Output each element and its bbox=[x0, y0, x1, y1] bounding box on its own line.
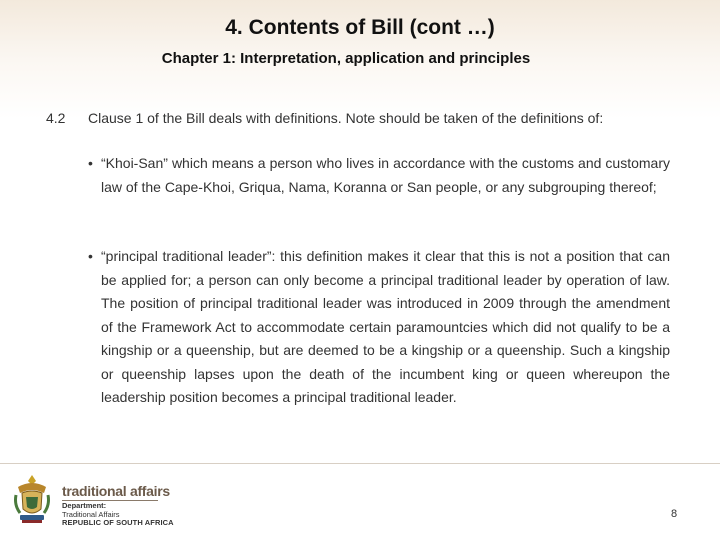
bullet-dot: • bbox=[88, 155, 93, 171]
logo-country: REPUBLIC OF SOUTH AFRICA bbox=[62, 518, 174, 527]
slide-title: 4. Contents of Bill (cont …) bbox=[225, 16, 495, 39]
bullet-item-principal-leader bbox=[88, 245, 670, 410]
slide-subtitle: Chapter 1: Interpretation, application and principles bbox=[161, 50, 531, 67]
logo-department-block bbox=[62, 502, 174, 528]
bullet-item-khoi-san bbox=[88, 152, 670, 199]
logo-department-label: Department: bbox=[62, 501, 107, 510]
clause-number: 4.2 bbox=[46, 110, 66, 126]
logo-department-name: Traditional Affairs bbox=[62, 509, 120, 519]
coat-of-arms-icon bbox=[12, 473, 52, 525]
bullet-text: “Khoi-San” which means a person who lives in accordance with the customs and customary law of the Cape-Khoi, Griqua, Nama, Koranna or San people, or any subgrouping thereof; bbox=[101, 155, 670, 195]
logo-wordmark: traditional affairs bbox=[62, 483, 170, 499]
bullet-dot: • bbox=[88, 248, 93, 264]
bullet-text: “principal traditional leader”: this definition makes it clear that this is not a position that can be applied for; a person can only become a principal traditional leader by operation of law. The position of principal traditional leader was introduced in 2009 through the amendment of the Framework Act to accommodate certain paramountcies which did not qualify to be a kingship or a queenship, but are deemed to be a kingship or a queenship. Such a kingship or queenship lapses upon the death of the incumbent king or queen whereupon the leadership position becomes a principal traditional leader. bbox=[101, 248, 670, 405]
clause-text: Clause 1 of the Bill deals with definitions. Note should be taken of the definitions of: bbox=[88, 110, 604, 126]
page-number: 8 bbox=[670, 508, 678, 520]
